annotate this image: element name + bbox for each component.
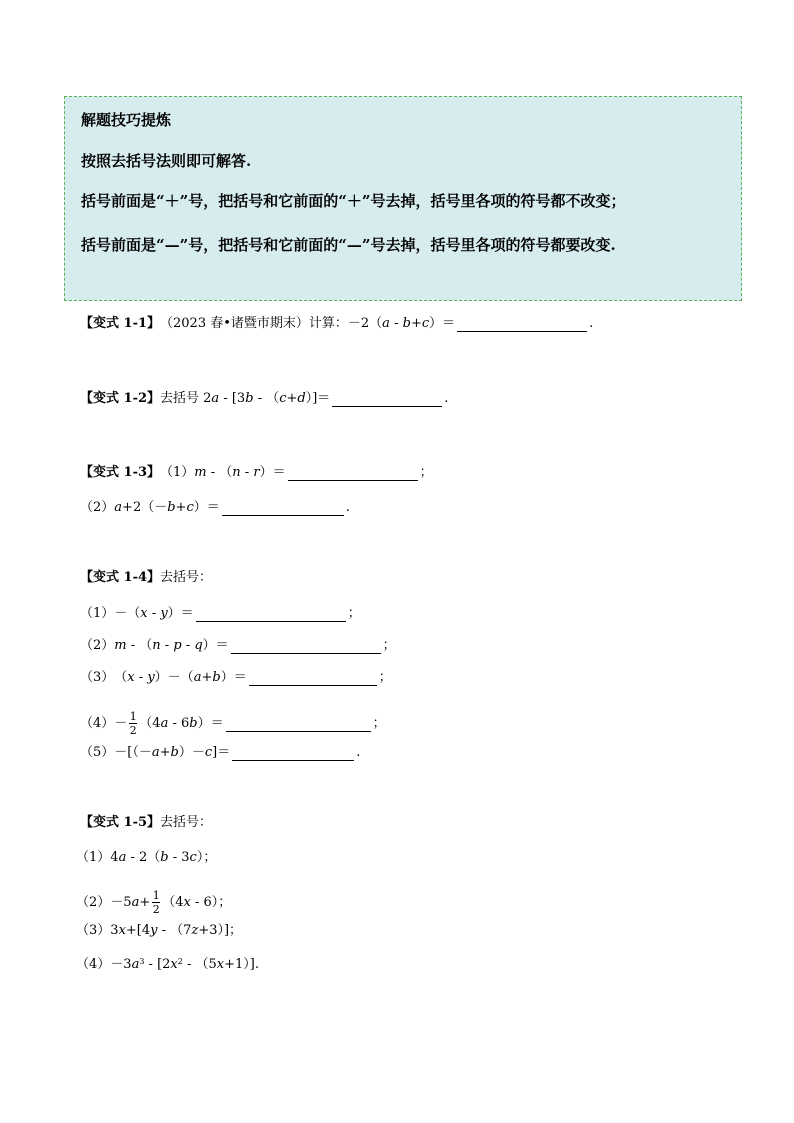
- fraction: $\frac{1}{2}$: [129, 710, 137, 737]
- tip-line-1: 按照去括号法则即可解答.: [81, 152, 252, 170]
- answer-blank[interactable]: [226, 719, 371, 732]
- answer-blank[interactable]: [232, 748, 354, 761]
- tip-line-2: 括号前面是“＋”号，把括号和它前面的“＋”号去掉，括号里各项的符号都不改变；: [81, 192, 626, 210]
- answer-blank[interactable]: [231, 641, 381, 654]
- answer-blank[interactable]: [457, 319, 587, 332]
- question-1-4: 【变式 1-4】 去括号：: [80, 570, 213, 585]
- question-1-5-item-2: （2） －5 a + $\frac{1}{2}$ （4 x - 6）；: [76, 889, 232, 916]
- answer-blank[interactable]: [222, 503, 344, 516]
- question-label: 【变式 1-1】: [80, 316, 161, 331]
- question-label: 【变式 1-2】: [80, 391, 161, 406]
- question-1-4-item-4: （4） － $\frac{1}{2}$ （4 a - 6 b ）＝ ；: [80, 710, 386, 737]
- answer-blank[interactable]: [332, 394, 442, 407]
- question-label: 【变式 1-3】: [80, 465, 161, 480]
- question-1-4-item-1: （1） －（ x - y ）＝ ；: [80, 606, 361, 621]
- question-1-2: 【变式 1-2】 去括号 2 a - [3 b - （ c + d ）]＝ .: [80, 391, 449, 406]
- question-1-3-part-1: 【变式 1-3】 （1） m - （ n - r ）＝ ；: [80, 465, 433, 480]
- question-1-4-item-3: （3） （ x - y ）－（ a + b ）＝ ；: [80, 670, 392, 685]
- tip-box: [64, 96, 742, 301]
- fraction: $\frac{1}{2}$: [152, 889, 160, 916]
- tip-line-3: 括号前面是“—”号，把括号和它前面的“—”号去掉，括号里各项的符号都要改变.: [81, 236, 616, 254]
- question-1-3-part-2: （2） a +2（－ b + c ）＝ .: [80, 500, 350, 515]
- question-1-5-item-1: （1） 4 a - 2（ b - 3 c ）；: [76, 850, 217, 865]
- question-1-4-item-2: （2） m - （ n - p - q ）＝ ；: [80, 638, 396, 653]
- question-label: 【变式 1-4】: [80, 570, 161, 585]
- question-1-5: 【变式 1-5】 去括号：: [80, 815, 213, 830]
- question-1-1: 【变式 1-1】 （2023 春•诸暨市期末）计算：－2（ a - b + c ）＝ .: [80, 316, 594, 331]
- question-1-5-item-3: （3） 3 x +[4 y - （7 z +3）]；: [76, 923, 243, 938]
- question-1-4-item-5: （5） －[（－ a + b ）－ c ]＝ .: [80, 745, 361, 760]
- question-1-5-item-4: （4） －3 a $^3$ - [2 x $^2$ - （5 x +1）].: [76, 957, 260, 972]
- question-label: 【变式 1-5】: [80, 815, 161, 830]
- answer-blank[interactable]: [196, 609, 346, 622]
- answer-blank[interactable]: [249, 673, 377, 686]
- answer-blank[interactable]: [288, 468, 418, 481]
- tip-title: 解题技巧提炼: [81, 111, 172, 129]
